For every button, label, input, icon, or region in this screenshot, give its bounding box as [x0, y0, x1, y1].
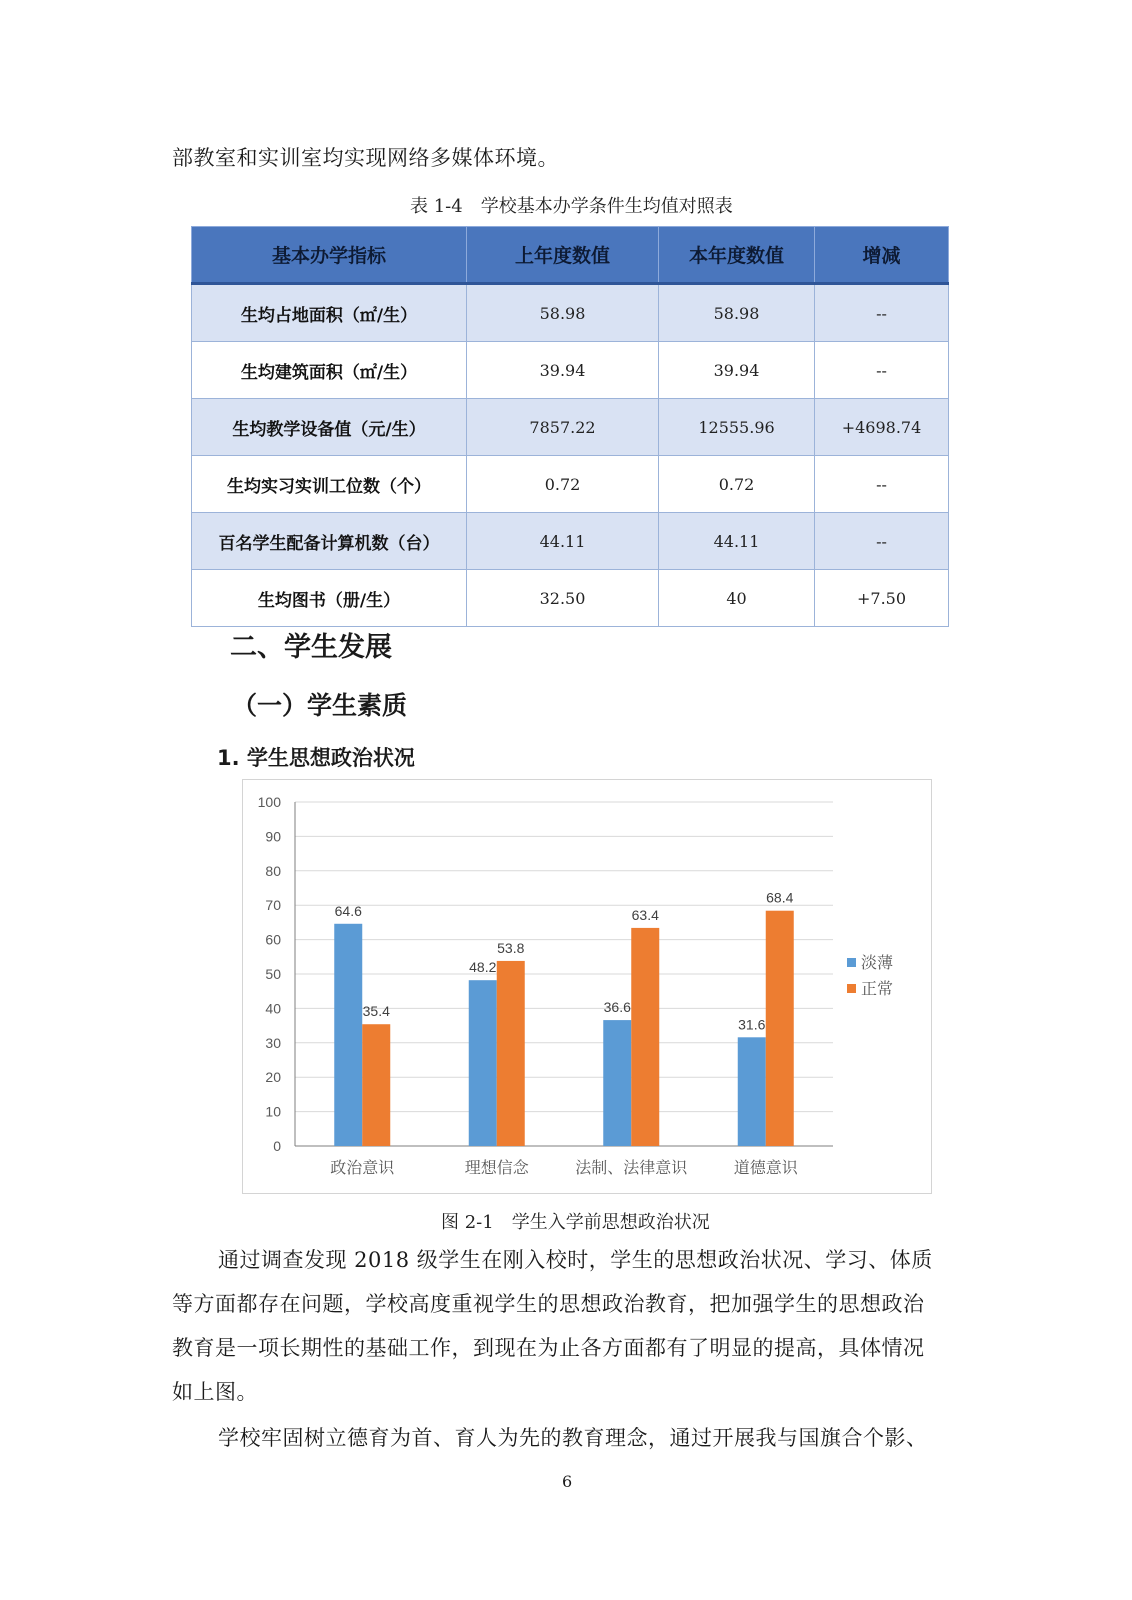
y-tick-label: 20: [265, 1069, 281, 1086]
figure-caption: 图 2-1 学生入学前思想政治状况: [441, 1212, 710, 1233]
item-heading: 1. 学生思想政治状况: [217, 746, 415, 770]
table-row: [192, 342, 949, 399]
cell-curr: 0.72: [659, 456, 815, 513]
table-row: [192, 284, 949, 342]
cell-indicator: 生均教学设备值（元/生）: [192, 399, 467, 456]
cell-indicator: 生均实习实训工位数（个）: [192, 456, 467, 513]
x-tick-label: 政治意识: [330, 1160, 395, 1177]
cell-curr: 39.94: [659, 342, 815, 399]
y-tick-label: 70: [265, 897, 281, 914]
y-tick-label: 100: [257, 794, 281, 810]
table-row: [192, 399, 949, 456]
y-tick-label: 80: [265, 862, 281, 879]
cell-prev: 39.94: [467, 342, 659, 399]
y-tick-label: 0: [273, 1138, 281, 1154]
subsection-heading: （一）学生素质: [232, 691, 408, 720]
header-change: 增减: [815, 227, 949, 284]
cell-indicator: 生均建筑面积（㎡/生）: [192, 342, 467, 399]
header-prev-year: 上年度数值: [467, 227, 659, 284]
page-number: 6: [562, 1472, 573, 1491]
bar-weak: [738, 1037, 766, 1146]
table-caption: 表 1-4 学校基本办学条件生均值对照表: [410, 196, 733, 217]
x-tick-label: 法制、法律意识: [575, 1160, 688, 1177]
intro-text: 部教室和实训室均实现网络多媒体环境。: [172, 146, 559, 170]
y-tick-label: 50: [265, 966, 281, 982]
cell-prev: 32.50: [467, 570, 659, 627]
x-tick-label: 道德意识: [733, 1160, 798, 1177]
cell-prev: 0.72: [467, 456, 659, 513]
body-paragraph: [172, 1238, 933, 1414]
bar-weak: [603, 1020, 631, 1146]
bar-normal: [766, 911, 794, 1146]
cell-prev: 58.98: [467, 284, 659, 342]
cell-change: +7.50: [815, 570, 949, 627]
y-tick-label: 40: [265, 1000, 281, 1017]
conditions-table: [191, 226, 949, 627]
cell-change: +4698.74: [815, 399, 949, 456]
legend-label: 淡薄: [861, 955, 894, 972]
table-row: [192, 513, 949, 570]
cell-change: --: [815, 456, 949, 513]
cell-indicator: 生均图书（册/生）: [192, 570, 467, 627]
paragraph-line: 教育是一项长期性的基础工作，到现在为止各方面都有了明显的提高，具体情况: [172, 1336, 925, 1360]
cell-curr: 12555.96: [659, 399, 815, 456]
section-heading: 二、学生发展: [230, 632, 392, 663]
data-label: 35.4: [362, 1003, 390, 1020]
legend-swatch: [847, 958, 856, 967]
data-label: 48.2: [469, 959, 497, 976]
paragraph-line: 通过调查发现 2018 级学生在刚入校时，学生的思想政治状况、学习、体质: [218, 1248, 933, 1272]
paragraph-line: 如上图。: [172, 1380, 258, 1404]
paragraph-line: 等方面都存在问题，学校高度重视学生的思想政治教育，把加强学生的思想政治: [172, 1292, 925, 1316]
bar-weak: [469, 980, 497, 1146]
cell-change: --: [815, 513, 949, 570]
legend-swatch: [847, 984, 856, 993]
cell-curr: 40: [659, 570, 815, 627]
cell-curr: 44.11: [659, 513, 815, 570]
bar-normal: [362, 1024, 390, 1146]
data-label: 68.4: [766, 889, 794, 906]
table-row: [192, 570, 949, 627]
data-label: 31.6: [738, 1016, 766, 1033]
cell-curr: 58.98: [659, 284, 815, 342]
y-tick-label: 60: [265, 931, 281, 948]
table-row: [192, 456, 949, 513]
cell-change: --: [815, 342, 949, 399]
cell-indicator: 生均占地面积（㎡/生）: [192, 284, 467, 342]
cell-prev: 7857.22: [467, 399, 659, 456]
header-indicator: 基本办学指标: [192, 227, 467, 284]
bar-weak: [334, 924, 362, 1146]
chart-frame: [242, 779, 932, 1194]
bar-normal: [497, 961, 525, 1146]
table-header-row: [192, 227, 949, 284]
data-label: 63.4: [631, 906, 659, 923]
data-label: 53.8: [497, 939, 525, 956]
bar-chart: [243, 780, 931, 1193]
x-tick-label: 理想信念: [464, 1160, 529, 1177]
header-curr-year: 本年度数值: [659, 227, 815, 284]
bar-normal: [631, 928, 659, 1146]
y-tick-label: 30: [265, 1034, 281, 1051]
next-paragraph: 学校牢固树立德育为首、育人为先的教育理念，通过开展我与国旗合个影、: [218, 1426, 928, 1450]
data-label: 36.6: [603, 999, 631, 1016]
legend-label: 正常: [861, 981, 894, 998]
data-label: 64.6: [334, 902, 362, 919]
y-tick-label: 90: [265, 828, 281, 845]
cell-change: --: [815, 284, 949, 342]
cell-prev: 44.11: [467, 513, 659, 570]
cell-indicator: 百名学生配备计算机数（台）: [192, 513, 467, 570]
y-tick-label: 10: [265, 1103, 281, 1120]
